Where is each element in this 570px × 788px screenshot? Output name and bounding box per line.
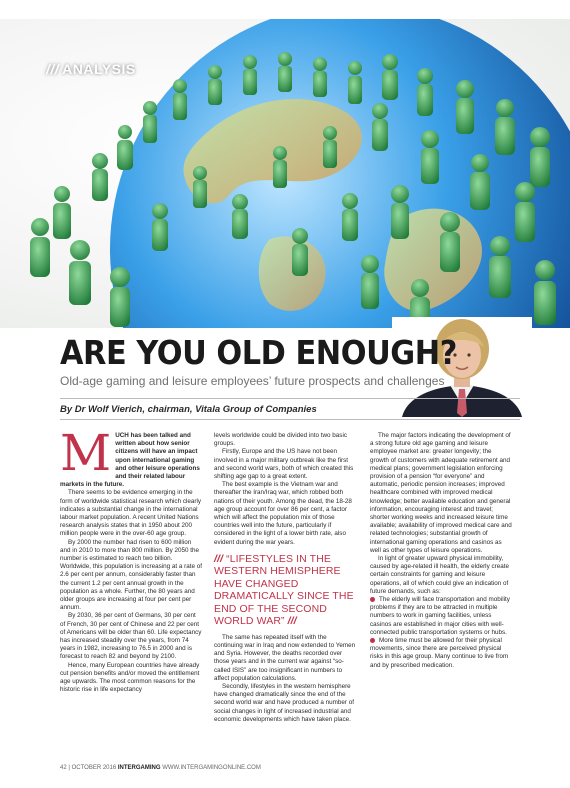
drop-cap: M xyxy=(60,424,112,482)
section-label xyxy=(46,61,136,77)
body-column-3 xyxy=(370,432,512,670)
publication-url: WWW.INTERGAMINGONLINE.COM xyxy=(162,765,261,771)
body-column-1 xyxy=(60,424,202,695)
section-slashes: /// xyxy=(46,61,60,77)
lead-paragraph xyxy=(60,424,202,489)
bullet-dot-icon xyxy=(370,638,375,643)
body-paragraph: Firstly, Europe and the US have not been involved in a major military outbreak like the first and second world wars, both of which created this shifting age gap to a great extent. xyxy=(214,448,354,481)
bullet-item xyxy=(370,596,512,637)
article-headline: ARE YOU OLD ENOUGH? xyxy=(60,333,457,372)
page-footer xyxy=(60,765,261,771)
bullet-text: The elderly will face transportation and mobility problems if they are to be attracted in multiple numbers to work in gaming facilities, unless casinos are established in major cities with well-connected public transportation systems or hubs. xyxy=(370,596,510,636)
body-paragraph: There seems to be evidence emerging in the form of worldwide statistical research which clearly indicates a substantial change in the international labour market population. A recent United Nations research analysis states that in 1950 about 200 million people were in the over-60 age group. xyxy=(60,489,202,538)
body-column-2 xyxy=(214,432,356,724)
body-paragraph: The same has repeated itself with the continuing war in Iraq and now extended to Yemen and Syria. However, the deaths recorded over those years and in the current war against “so-called ISIS” are too insignificant in numbers to affect population calculations. xyxy=(214,633,356,682)
bullet-dot-icon xyxy=(370,597,375,602)
article-byline: By Dr Wolf Vierich, chairman, Vitala Group of Companies xyxy=(60,404,317,415)
pull-quote-open-slashes: /// xyxy=(214,552,224,565)
pull-quote xyxy=(214,553,356,628)
pull-quote-close-slashes: /// xyxy=(287,615,297,628)
section-name: ANALYSIS xyxy=(62,61,136,77)
body-paragraph: By 2000 the number had risen to 600 million and in 2010 to more than 800 million. By 2050 the number is estimated to reach two billion. Worldwide, this population is increasing at a rate of 2.6 per cent per annum, considerably faster than the current 1.2 per cent annual growth in the population as a whole. Further, the 80 years and older groups are increasing at four per cent per annum. xyxy=(60,538,202,612)
byline-bottom-rule xyxy=(60,419,520,420)
footer-separator: | xyxy=(68,765,70,771)
hero-image-globe xyxy=(0,19,570,328)
publication-brand: INTERGAMING xyxy=(117,765,161,771)
body-paragraph: The best example is the Vietnam war and thereafter the Iran/Iraq war, which robbed both nations of their youth. Among the dead, the 18-28 age group account for over 86 per cent, a factor which will affect the population mix of those countries well into the future, particularly if considered in the light of a lower birth rate, also evident during the war years. xyxy=(214,481,352,546)
page-number: 42 xyxy=(60,765,67,771)
body-paragraph: Hence, many European countries have already cut pension benefits and/or moved the entitlement age upwards. The most common reasons for the historic rise in life expectancy xyxy=(60,661,200,694)
byline-top-rule xyxy=(60,398,520,399)
bullet-text: More time must be allowed for their physical movements, since there are perceived physical risks in this age group. Many continue to live from and by prescribed medication. xyxy=(370,637,509,669)
lead-text: UCH has been talked and written about how senior citizens will have an impact upon international gaming and other leisure operations and their related labour markets in the future. xyxy=(60,432,200,489)
body-paragraph: Secondly, lifestyles in the western hemisphere have changed dramatically since the end of the second world war and have produced a number of social changes in light of increased industrial and economic developments which have taken place. xyxy=(214,683,355,723)
body-paragraph: By 2030, 36 per cent of Germans, 30 per cent of French, 30 per cent of Chinese and 22 per cent of Americans will be older than 60. Life expectancy has increased steadily over the years, from 74 years in 1982, increasing to 76.5 in 2000 and is forecast to reach 82 and beyond by 2100. xyxy=(60,612,202,661)
article-subheadline: Old-age gaming and leisure employees’ future prospects and challenges xyxy=(60,374,445,388)
body-paragraph: levels worldwide could be divided into two basic groups. xyxy=(214,432,348,448)
body-paragraph: In light of greater upward physical immobility, caused by age-related ill health, the elderly create certain constraints for gaming and leisure operations, all of which could give an indication of future demands, such as: xyxy=(370,555,509,595)
pull-quote-text: “LIFESTYLES IN THE WESTERN HEMISPHERE HAVE CHANGED DRAMATICALLY SINCE THE END OF THE SECOND WORLD WAR” xyxy=(214,552,354,628)
issue-date: OCTOBER 2016 xyxy=(71,765,117,771)
bullet-item xyxy=(370,637,512,670)
body-paragraph: The major factors indicating the development of a strong future old age gaming and leisure employee market are: greater longevity; the growth of customers with adequate retirement and medical plans; government legislation enforcing provision of a pension “for everyone” and automatic, periodic pension increases; improved healthcare combined with improved medical knowledge; better available education and general information, encouraging interest and travel; shorter working weeks and increased leisure time available; availability of improved medical care and related technologies; substantial growth of international gaming operations and casinos as well as other types of leisure operations. xyxy=(370,432,512,554)
